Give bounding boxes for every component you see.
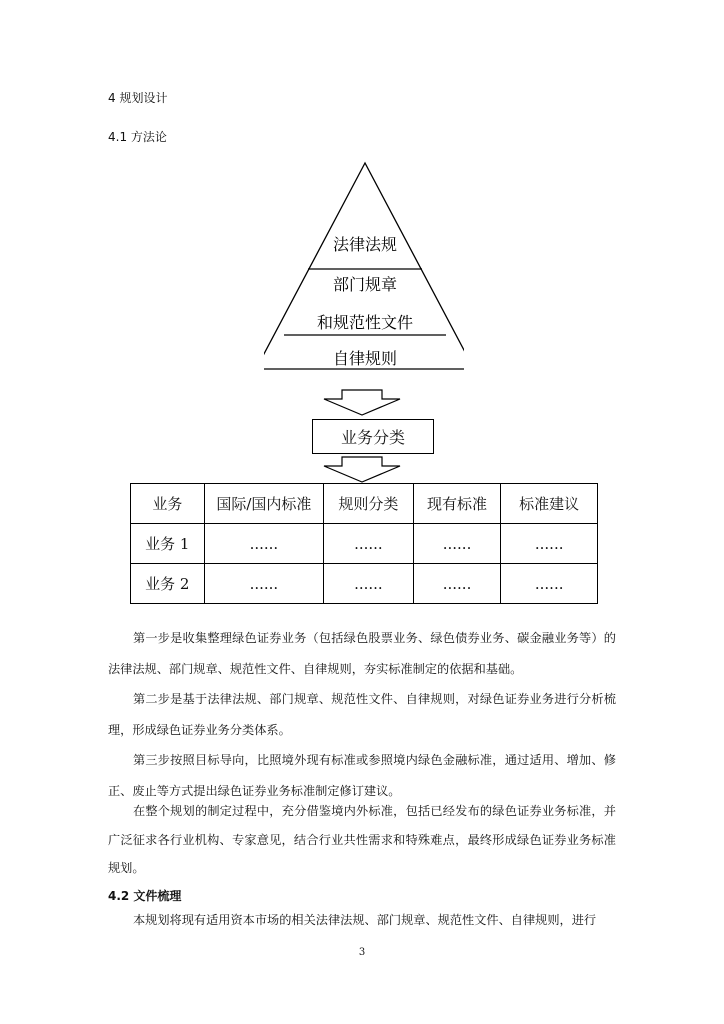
business-standards-table (130, 483, 598, 604)
pyramid-level-2-cont: 和规范性文件 (316, 313, 414, 332)
table-header-cell: 规则分类 (324, 484, 414, 524)
table-header-cell: 现有标准 (413, 484, 501, 524)
paragraph-document-review: 本规划将现有适用资本市场的相关法律法规、部门规章、规范性文件、自律规则，进行 (133, 913, 597, 927)
subsection-heading-methodology: 4.1 方法论 (108, 130, 167, 144)
paragraph-overall-process: 在整个规划的制定过程中，充分借鉴境内外标准，包括已经发布的绿色证券业务标准，并广泛征求各行业机构、专家意见，结合行业共性需求和特殊难点，最终形成绿色证券业务标准规划。 (108, 804, 616, 875)
table-row (131, 564, 598, 604)
table-cell: ...... (413, 524, 501, 564)
table-row (131, 524, 598, 564)
table-cell: 业务 2 (131, 564, 205, 604)
paragraph-step-1: 第一步是收集整理绿色证券业务（包括绿色股票业务、绿色债券业务、碳金融业务等）的法律法规、部门规章、规范性文件、自律规则，夯实标准制定的依据和基础。 (108, 631, 616, 676)
table-cell: ...... (501, 564, 598, 604)
pyramid-level-2: 部门规章 (332, 275, 398, 294)
business-classification-box: 业务分类 (312, 419, 434, 454)
table-cell: ...... (501, 524, 598, 564)
table-cell: ...... (204, 564, 323, 604)
paragraph-step-2: 第二步是基于法律法规、部门规章、规范性文件、自律规则，对绿色证券业务进行分析梳理，形成绿色证券业务分类体系。 (108, 692, 616, 737)
subsection-heading-documents: 4.2 文件梳理 (108, 889, 182, 903)
table-cell: ...... (413, 564, 501, 604)
table-header-row (131, 484, 598, 524)
down-arrow-icon (320, 456, 410, 484)
down-arrow-icon (320, 389, 410, 417)
pyramid-diagram (264, 160, 464, 375)
pyramid-level-1: 法律法规 (332, 235, 398, 254)
table-header-cell: 标准建议 (501, 484, 598, 524)
table-cell: ...... (204, 524, 323, 564)
pyramid-level-3: 自律规则 (332, 349, 398, 368)
table-cell: ...... (324, 564, 414, 604)
paragraph-step-3: 第三步按照目标导向，比照境外现有标准或参照境内绿色金融标准，通过适用、增加、修正、废止等方式提出绿色证券业务标准制定修订建议。 (108, 753, 616, 798)
table-header-cell: 业务 (131, 484, 205, 524)
table-header-cell: 国际/国内标准 (204, 484, 323, 524)
table-cell: 业务 1 (131, 524, 205, 564)
page-number: 3 (358, 947, 366, 958)
table-cell: ...... (324, 524, 414, 564)
section-heading: 4 规划设计 (108, 91, 168, 105)
